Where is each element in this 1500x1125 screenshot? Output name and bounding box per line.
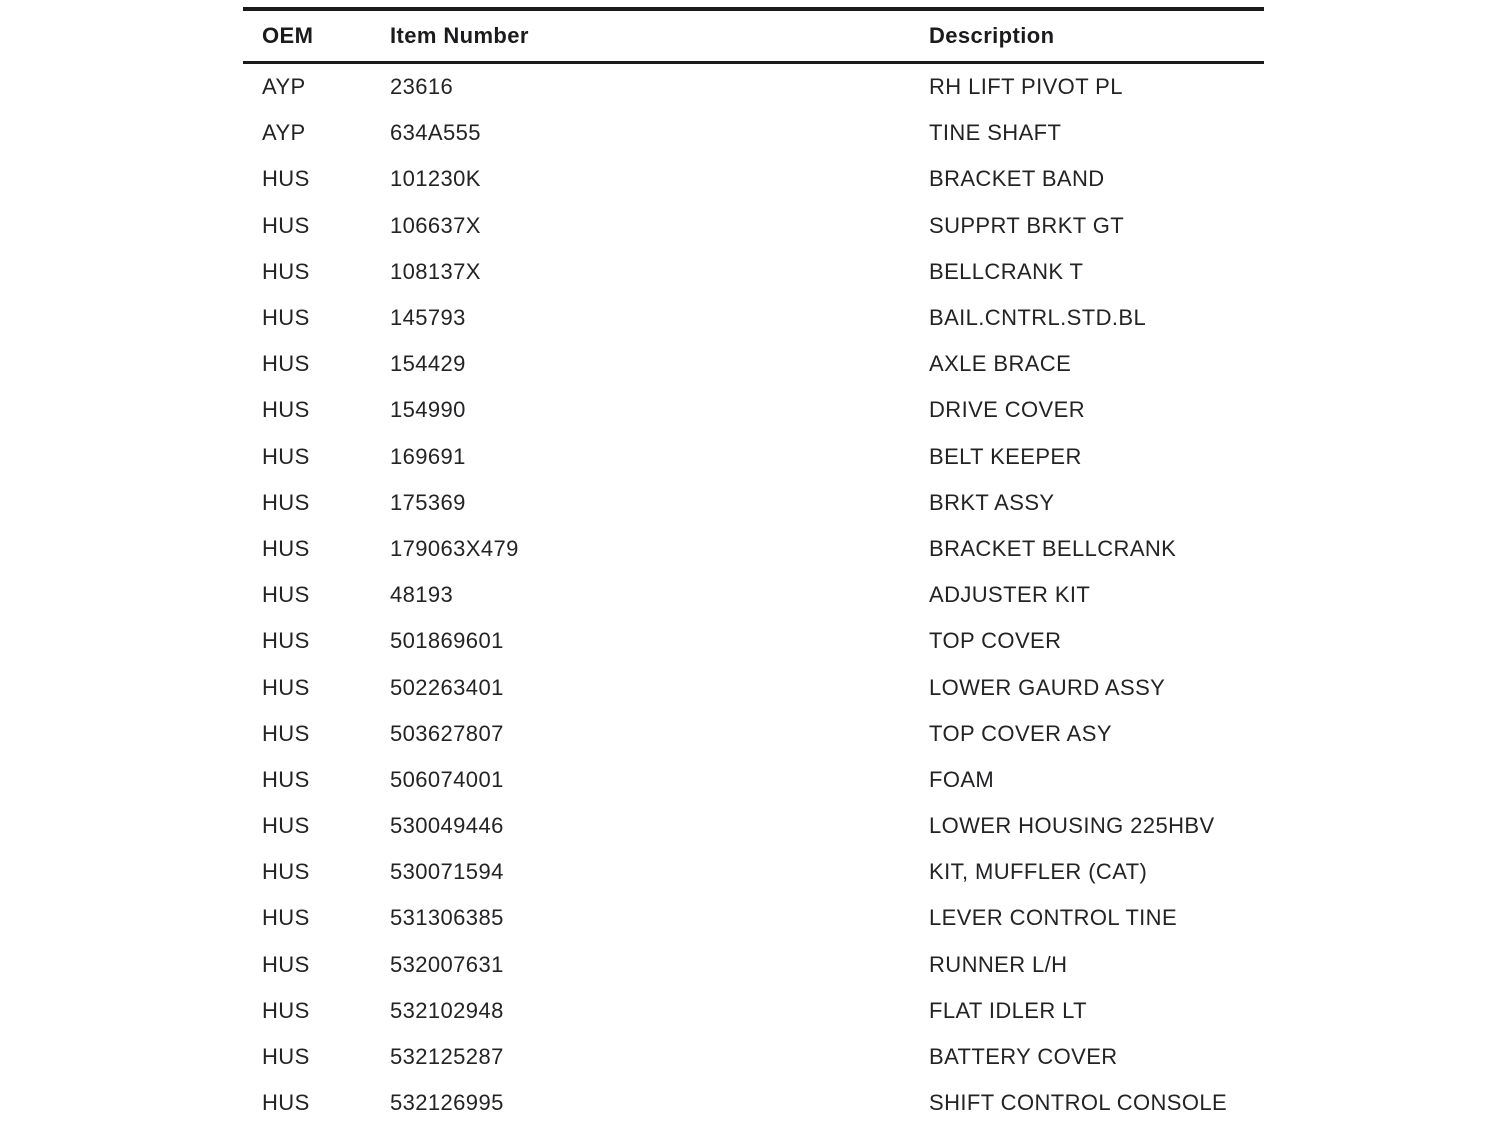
column-header-item-number: Item Number [390,23,529,48]
cell-oem: HUS [262,1090,310,1116]
cell-description: SUPPRT BRKT GT [929,212,1125,238]
cell-description: SHIFT CONTROL CONSOLE [929,1090,1228,1116]
cell-oem: HUS [262,582,310,608]
table-row [243,434,1264,480]
table-row [243,711,1264,757]
table-row [243,526,1264,572]
cell-item-number: 530071594 [390,859,504,885]
cell-oem: HUS [262,258,310,284]
cell-description: BATTERY COVER [929,1044,1118,1070]
cell-item-number: 154429 [390,351,466,377]
cell-description: RUNNER L/H [929,951,1068,977]
table-row [243,849,1264,895]
table-header-row [243,7,1264,64]
cell-description: ADJUSTER KIT [929,582,1091,608]
table-row [243,387,1264,433]
table-row [243,1080,1264,1125]
cell-description: AXLE BRACE [929,351,1072,377]
cell-description: BRACKET BELLCRANK [929,535,1177,561]
cell-oem: HUS [262,951,310,977]
cell-oem: HUS [262,1044,310,1070]
table-row [243,156,1264,202]
cell-oem: HUS [262,859,310,885]
cell-item-number: 175369 [390,489,466,515]
cell-item-number: 169691 [390,443,466,469]
cell-oem: HUS [262,305,310,331]
table-row [243,988,1264,1034]
parts-table [243,7,1264,1125]
cell-description: TINE SHAFT [929,120,1062,146]
cell-item-number: 179063X479 [390,535,519,561]
cell-item-number: 154990 [390,397,466,423]
cell-oem: HUS [262,813,310,839]
cell-oem: HUS [262,674,310,700]
cell-item-number: 532125287 [390,1044,504,1070]
cell-oem: HUS [262,166,310,192]
table-row [243,110,1264,156]
cell-description: BAIL.CNTRL.STD.BL [929,305,1147,331]
cell-oem: AYP [262,74,306,100]
cell-item-number: 108137X [390,258,481,284]
cell-item-number: 48193 [390,582,454,608]
cell-item-number: 106637X [390,212,481,238]
cell-oem: HUS [262,489,310,515]
cell-item-number: 23616 [390,74,454,100]
cell-item-number: 101230K [390,166,481,192]
cell-description: KIT, MUFFLER (CAT) [929,859,1148,885]
cell-description: FOAM [929,766,995,792]
cell-oem: HUS [262,351,310,377]
cell-oem: HUS [262,535,310,561]
table-row [243,803,1264,849]
cell-description: TOP COVER ASY [929,720,1112,746]
table-body [243,64,1264,1125]
cell-description: RH LIFT PIVOT PL [929,74,1123,100]
table-row [243,203,1264,249]
cell-description: BRACKET BAND [929,166,1105,192]
table-row [243,249,1264,295]
cell-description: TOP COVER [929,628,1062,654]
column-header-oem: OEM [262,23,314,48]
cell-item-number: 531306385 [390,905,504,931]
table-row [243,942,1264,988]
cell-description: BELT KEEPER [929,443,1082,469]
cell-description: LOWER HOUSING 225HBV [929,813,1215,839]
cell-item-number: 532126995 [390,1090,504,1116]
cell-description: LOWER GAURD ASSY [929,674,1166,700]
cell-item-number: 145793 [390,305,466,331]
cell-item-number: 532102948 [390,997,504,1023]
cell-oem: HUS [262,720,310,746]
cell-item-number: 501869601 [390,628,504,654]
table-row [243,757,1264,803]
table-row [243,618,1264,664]
cell-item-number: 530049446 [390,813,504,839]
cell-oem: HUS [262,628,310,654]
cell-item-number: 503627807 [390,720,504,746]
cell-item-number: 634A555 [390,120,481,146]
cell-item-number: 502263401 [390,674,504,700]
cell-description: BELLCRANK T [929,258,1084,284]
cell-oem: HUS [262,212,310,238]
cell-description: LEVER CONTROL TINE [929,905,1178,931]
cell-oem: AYP [262,120,306,146]
table-row [243,341,1264,387]
cell-item-number: 532007631 [390,951,504,977]
cell-oem: HUS [262,443,310,469]
table-row [243,572,1264,618]
table-row [243,64,1264,110]
table-row [243,1034,1264,1080]
column-header-description: Description [929,23,1055,48]
table-row [243,480,1264,526]
cell-oem: HUS [262,766,310,792]
table-row [243,895,1264,941]
cell-oem: HUS [262,997,310,1023]
table-row [243,295,1264,341]
cell-description: FLAT IDLER LT [929,997,1088,1023]
cell-description: DRIVE COVER [929,397,1085,423]
table-row [243,664,1264,710]
cell-oem: HUS [262,905,310,931]
cell-oem: HUS [262,397,310,423]
cell-description: BRKT ASSY [929,489,1055,515]
cell-item-number: 506074001 [390,766,504,792]
